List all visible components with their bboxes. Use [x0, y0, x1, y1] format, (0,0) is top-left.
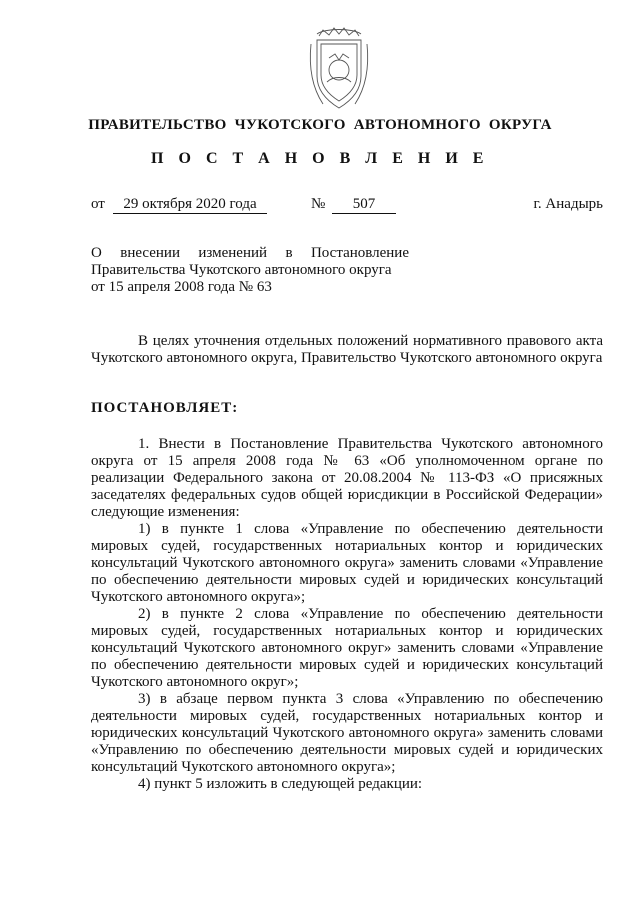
- preamble-block: [91, 333, 603, 367]
- preamble-paragraph: В целях уточнения отдельных положений нормативного правового акта Чукотского автономного округа, Правительство Чукотского автономного округа: [91, 333, 603, 366]
- subject-line: О внесении изменений в Постановление: [91, 245, 409, 261]
- number-prefix: №: [311, 196, 326, 212]
- document-number: 507: [332, 196, 396, 214]
- government-title: ПРАВИТЕЛЬСТВО ЧУКОТСКОГО АВТОНОМНОГО ОКРУГА: [88, 117, 552, 133]
- document-city: г. Анадырь: [533, 196, 603, 212]
- body-paragraph: 4) пункт 5 изложить в следующей редакции:: [138, 776, 423, 792]
- document-date: 29 октября 2020 года: [113, 196, 267, 214]
- coat-of-arms-emblem-icon: [303, 24, 375, 116]
- body-paragraph: 1. Внести в Постановление Правительства Чукотского автономного округа от 15 апреля 2008 года № 63 «Об уполномоченном органе по реализации Федерального закона от 20.08.2004 № 113-ФЗ «О присяжных заседателях федеральных судов общей юрисдикции в Российской Федерации» следующие изменения:: [91, 436, 603, 520]
- subject-line: от 15 апреля 2008 года № 63: [91, 279, 272, 295]
- document-type: П О С Т А Н О В Л Е Н И Е: [151, 150, 489, 167]
- body-paragraph: 3) в абзаце первом пункта 3 слова «Управлению по обеспечению деятельности мировых судей, государственных нотариальных контор и юридических консультаций Чукотского автономного округа» заменить словами «Управлению по обеспечению деятельности мировых судей и юридических консультаций Чукотского автономного округа»;: [91, 691, 603, 775]
- document-subject: [91, 245, 409, 296]
- document-meta-row: [91, 196, 603, 216]
- subject-line: Правительства Чукотского автономного округа: [91, 262, 392, 278]
- body-paragraph: 1) в пункте 1 слова «Управление по обеспечению деятельности мировых судей, государственных нотариальных контор и юридических консультаций Чукотского автономного округа» заменить словами «Управление по обеспечению деятельности мировых судей и юридических консультаций Чукотского автономного округа»;: [91, 521, 603, 605]
- body-paragraph: 2) в пункте 2 слова «Управление по обеспечению деятельности мировых судей, государственных нотариальных контор и юридических консультаций Чукотского автономного округ» заменить словами «Управление по обеспечению деятельности мировых судей и юридических консультаций Чукотского автономного округ»;: [91, 606, 603, 690]
- decree-heading: ПОСТАНОВЛЯЕТ:: [91, 400, 239, 416]
- decree-body: [91, 436, 603, 793]
- date-prefix: от: [91, 196, 105, 212]
